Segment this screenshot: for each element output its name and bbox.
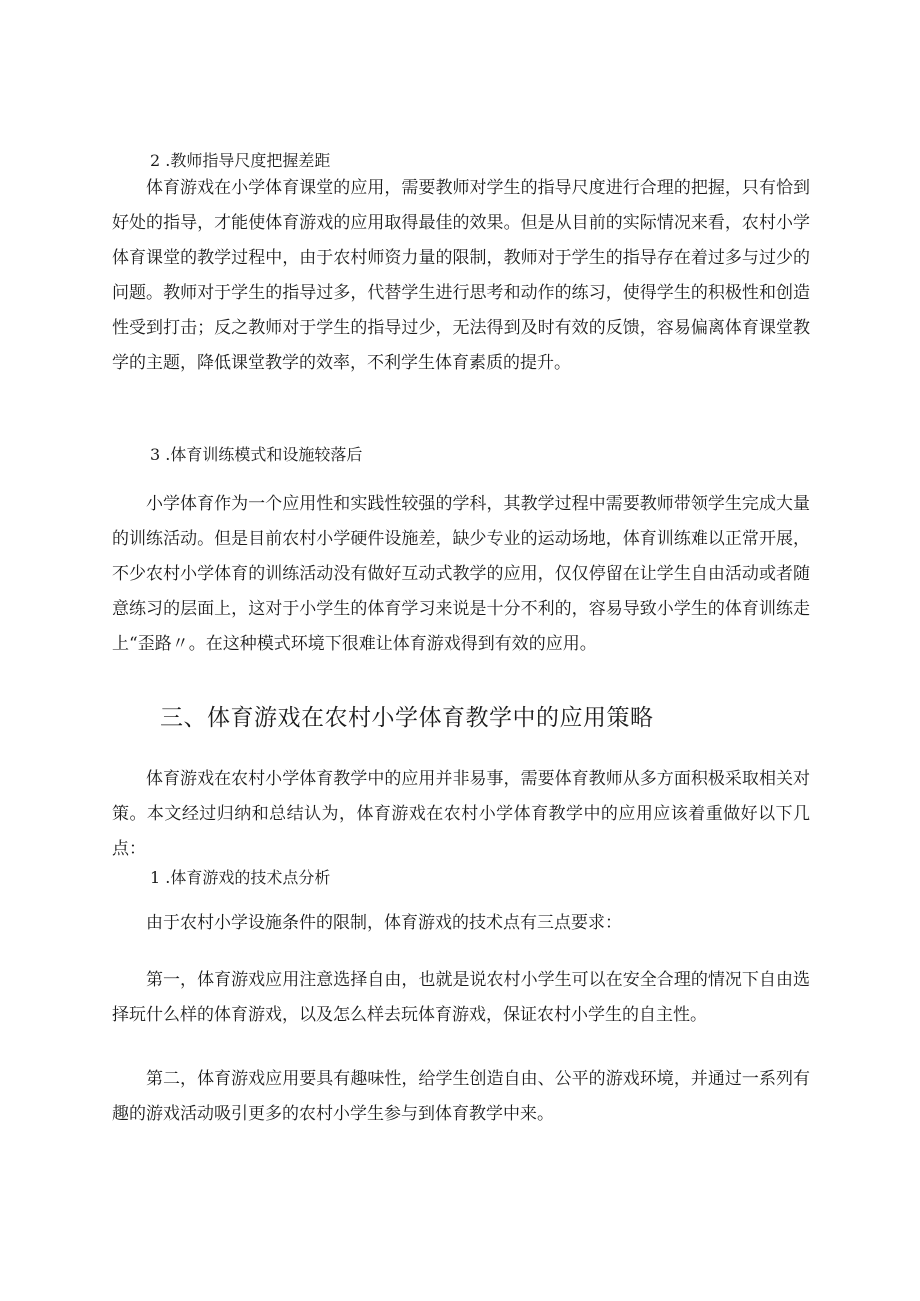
paragraph-guidance-gap: 体育游戏在小学体育课堂的应用，需要教师对学生的指导尺度进行合理的把握，只有恰到好处的指导，才能使体育游戏的应用取得最佳的效果。但是从目前的实际情况来看，农村小学体育课堂的教学过程中，由于农村师资力量的限制，教师对于学生的指导存在着过多与过少的问题。教师对于学生的指导过多，代替学生进行思考和动作的练习，使得学生的积极性和创造性受到打击；反之教师对于学生的指导过少，无法得到及时有效的反馈，容易偏离体育课堂教学的主题，降低课堂教学的效率，不利学生体育素质的提升。 <box>112 178 810 373</box>
subheading-technical-points: 1 .体育游戏的技术点分析 <box>150 868 331 887</box>
section-heading-strategies: 三、体育游戏在农村小学体育教学中的应用策略 <box>160 705 654 731</box>
paragraph-technical-lead: 由于农村小学设施条件的限制，体育游戏的技术点有三点要求： <box>146 913 622 933</box>
paragraph-point-two: 第二，体育游戏应用要具有趣味性，给学生创造自由、公平的游戏环境，并通过一系列有趣的游戏活动吸引更多的农村小学生参与到体育教学中来。 <box>112 1069 810 1124</box>
paragraph-training-mode: 小学体育作为一个应用性和实践性较强的学科，其教学过程中需要教师带领学生完成大量的训练活动。但是目前农村小学硬件设施差，缺少专业的运动场地，体育训练难以正常开展，不少农村小学体育的训练活动没有做好互动式教学的应用，仅仅停留在让学生自由活动或者随意练习的层面上，这对于小学生的体育学习来说是十分不利的，容易导致小学生的体育训练走上“歪路〃。在这种模式环境下很难让体育游戏得到有效的应用。 <box>112 494 810 654</box>
subheading-training-mode: 3 .体育训练模式和设施较落后 <box>150 445 363 464</box>
subheading-guidance-gap: 2 .教师指导尺度把握差距 <box>150 151 331 170</box>
paragraph-point-one: 第一，体育游戏应用注意选择自由，也就是说农村小学生可以在安全合理的情况下自由选择玩什么样的体育游戏，以及怎么样去玩体育游戏，保证农村小学生的自主性。 <box>112 970 810 1025</box>
paragraph-strategies-intro: 体育游戏在农村小学体育教学中的应用并非易事，需要体育教师从多方面积极采取相关对策。本文经过归纳和总结认为，体育游戏在农村小学体育教学中的应用应该着重做好以下几点： <box>112 769 810 859</box>
